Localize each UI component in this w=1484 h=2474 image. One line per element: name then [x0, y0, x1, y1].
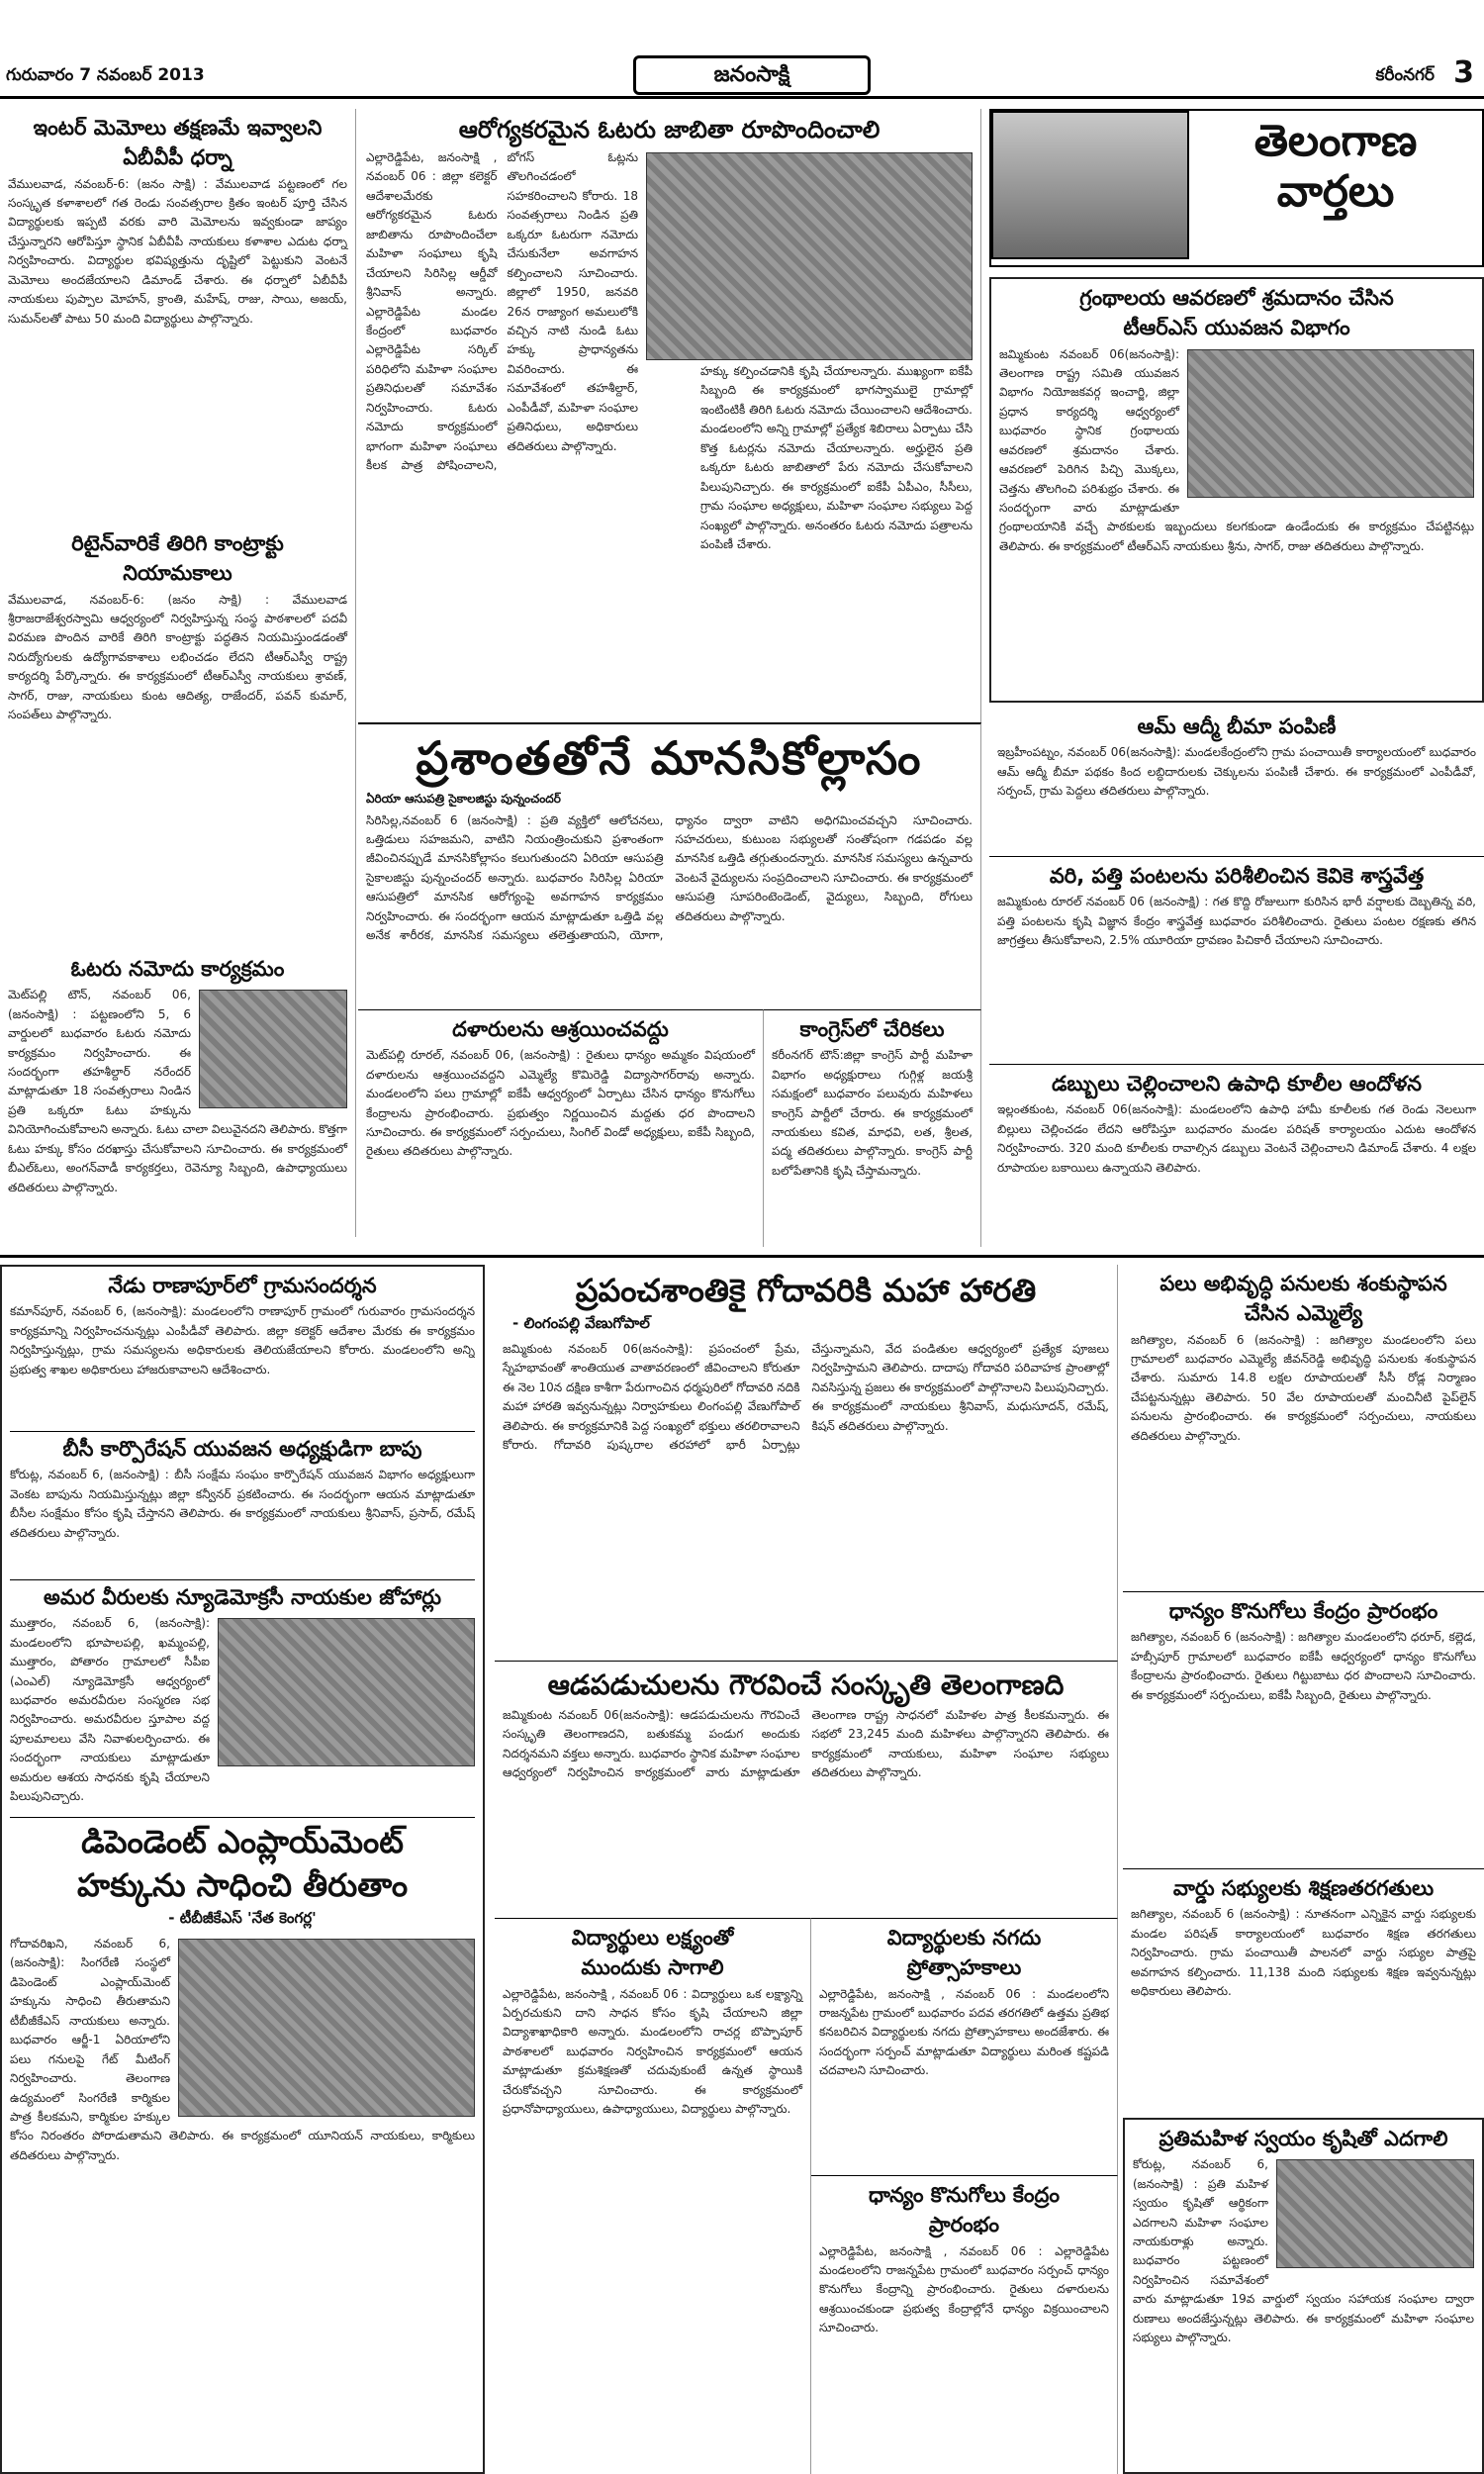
headline-line2: ఏబీవీపీ ధర్నా [123, 145, 232, 170]
news-photo [1187, 349, 1474, 498]
story-body: జమ్మికుంట నవంబర్ 06(జనంసాక్షి): తెలంగాణ రాష్ట్ర సమితి యువజన విభాగం నియోజకవర్గ ఇంచార్జి, జిల్లా ప్రధాన కార్యదర్శి ఆధ్వర్యంలో బుధవారం స్థానిక గ్రంథాలయ ఆవరణలో శ్రమదానం చేశారు. ఆవరణలో పెరిగిన పిచ్చి మొక్కలు, చెత్తను తొలగించి పరిశుభ్రం చేశారు. ఈ సందర్భంగా వారు మాట్లాడుతూ గ్రంథాలయానికి వచ్చే పాఠకులకు ఇబ్బందులు కలగకుండా ఉండేందుకు ఈ కార్యక్రమం చేపట్టినట్లు తెలిపారు. ఈ కార్యక్రమంలో టీఆర్‌ఎస్ నాయకులు శ్రీను, సాగర్, రాజు తదితరులు పాల్గొన్నారు. [999, 346, 1474, 553]
story-telangana-culture [495, 1661, 1118, 1918]
story-body: జగిత్యాల, నవంబర్ 6 (జనంసాక్షి) : నూతనంగా ఎన్నికైన వార్డు సభ్యులకు మండల పరిషత్ కార్యాలయంలో బుధవారం శిక్షణ తరగతులు నిర్వహించారు. గ్రామ పంచాయితీ పాలనలో వార్డు సభ్యుల పాత్రపై అవగాహన కల్పించారు. 11,138 మంది సభ్యులకు శిక్షణ ఇవ్వనున్నట్లు అధికారులు తెలిపారు. [1131, 1907, 1476, 1998]
news-photo [1276, 2159, 1474, 2268]
story-body: జగిత్యాల, నవంబర్ 6 (జనంసాక్షి) : జగిత్యాల మండలంలోని పలు గ్రామాలలో బుధవారం ఎమ్మెల్యే జీవన్‌రెడ్డి అభివృద్ధి పనులకు శంకుస్థాపన చేశారు. సుమారు 14.8 లక్షల రూపాయలతో సీసీ రోడ్ల నిర్మాణం చేపట్టనున్నట్లు తెలిపారు. 50 వేల రూపాయలతో మంచినీటి పైప్‌లైన్ పనులను ప్రారంభించారు. ఈ కార్యక్రమంలో సర్పంచులు, నాయకులు తదితరులు పాల్గొన్నారు. [1131, 1332, 1476, 1443]
story-body: వేములవాడ, నవంబర్-6: (జనం సాక్షి) : వేములవాడ శ్రీరాజరాజేశ్వరస్వామి ఆధ్వర్యంలో నిర్వహిస్తున్న సంస్థ పాఠశాలలో పదవీ విరమణ పొందిన వారికే తిరిగి కాంట్రాక్టు పద్ధతిన నియమిస్తుండడంతో నిరుద్యోగులకు ఉద్యోగావకాశాలు లభించడం లేదని టీఆర్‌ఎస్వీ రాష్ట్ర కార్యదర్శి పేర్కొన్నారు. ఈ కార్యక్రమంలో టీఆర్‌ఎస్వీ నాయకులు శ్రావణ్, సాగర్, రాజు, నాయకులు కుంట ఆదిత్య, రాజేందర్, పవన్ కుమార్, సంపత్‌లు పాల్గొన్నారు. [8, 592, 347, 722]
headline: ఆడపడుచులను గౌరవించే సంస్కృతి తెలంగాణది [547, 1668, 1065, 1701]
story-body-continued: హక్కు కల్పించడానికి కృషి చేయాలన్నారు. ముఖ్యంగా ఐకేపీ సిబ్బంది ఈ కార్యక్రమంలో భాగస్వాములై గ్రామాల్లో ఇంటింటికీ తిరిగి ఓటరు నమోదు చేయించాలని ఆదేశించారు. మండలంలోని అన్ని గ్రామాల్లో ప్రత్యేక శిబిరాలు ఏర్పాటు చేసి కొత్త ఓటర్లను నమోదు చేయాలన్నారు. అర్హులైన ప్రతి ఒక్కరూ ఓటరు జాబితాలో పేరు నమోదు చేసుకోవాలని పిలుపునిచ్చారు. ఈ కార్యక్రమంలో ఐకేపీ ఏపీఎం, సీసీలు, గ్రామ సంఘాల అధ్యక్షులు, మహిళా సంఘాల సభ్యులు పెద్ద సంఖ్యలో పాల్గొన్నారు. అనంతరం ఓటరు నమోదు పత్రాలను పంపిణీ చేశారు. [700, 364, 973, 551]
story-cash-incentives [811, 1918, 1118, 2175]
masthead-logo: జనంసాక్షి [633, 55, 871, 95]
story-body-part1: జమ్మికుంట నవంబర్ 06(జనంసాక్షి): ప్రపంచంలో ప్రేమ, స్నేహభావంతో శాంతియుత వాతావరణంలో జీవించాలని కోరుతూ ఈ నెల 10న దక్షిణ కాశీగా పేరుగాంచిన ధర్మపురిలో గోదావరి నదికి మహా హారతి ఇవ్వనున్నట్లు నిర్వాహకులు లింగంపల్లి వేణుగోపాల్ తెలిపారు. ఈ కార్యక్రమానికి పెద్ద సంఖ్యలో భక్తులు తరలిరావాలని కోరారు. గోదావరి పుష్కరాల తరహాలో భారీ ఏర్పాట్లు చేస్తున్నామని, వేద పండితుల ఆధ్వర్యంలో ప్రత్యేక పూజలు నిర్వహిస్తామని తెలిపారు. [503, 1342, 1109, 1453]
headline: విద్యార్థులకు నగదు [886, 1926, 1042, 1950]
headline: గ్రంథాలయ ఆవరణలో శ్రమదానం చేసిన [1079, 286, 1394, 310]
story-body: గోదావరిఖని, నవంబర్ 6, (జనంసాక్షి): సింగరేణి సంస్థలో డిపెండెంట్ ఎంప్లాయ్‌మెంట్ హక్కును సాధించి తీరుతామని టీబీజీకేఎస్ నాయకులు అన్నారు. బుధవారం ఆర్జీ-1 ఏరియాలోని పలు గనులపై గేట్ మీటింగ్ నిర్వహించారు. తెలంగాణ ఉద్యమంలో సింగరేణి కార్మికుల పాత్ర కీలకమని, కార్మికుల హక్కుల కోసం నిరంతరం పోరాడుతామని తెలిపారు. ఈ కార్యక్రమంలో యూనియన్ నాయకులు, కార్మికులు తదితరులు పాల్గొన్నారు. [10, 1937, 475, 2162]
story-women-self-help [1123, 2118, 1484, 2474]
subheadline: - లింగంపల్లి వేణుగోపాల్ [512, 1314, 650, 1332]
story-crop-inspection [989, 856, 1484, 1064]
story-paddy-centre [811, 2175, 1118, 2474]
subheadline: - టీబీజీకేఎస్ 'నేత కెంగర్ల' [168, 1909, 317, 1927]
headline: ధాన్యం కొనుగోలు కేంద్రం [868, 2183, 1061, 2207]
headline-line2: చేసిన ఎమ్మెల్యే [1244, 1301, 1363, 1326]
story-body: మెట్‌పల్లి రూరల్, నవంబర్ 06, (జనంసాక్షి) : రైతులు ధాన్యం అమ్మకం విషయంలో దళారులను ఆశ్రయించవద్దని ఎమ్మెల్యే కొమిరెడ్డి విద్యాసాగర్‌రావు అన్నారు. మండలంలోని పలు గ్రామాల్లో ఐకేపీ ఆధ్వర్యంలో ఏర్పాటు చేసిన ధాన్యం కొనుగోలు కేంద్రాలను ప్రారంభించారు. ప్రభుత్వం నిర్ణయించిన మద్దతు ధర పొందాలని సూచించారు. ఈ కార్యక్రమంలో సర్పంచులు, సింగిల్ విండో అధ్యక్షులు, ఐకేపీ సిబ్బంది, రైతులు తదితరులు పాల్గొన్నారు. [366, 1048, 755, 1159]
story-body: జగిత్యాల, నవంబర్ 6 (జనంసాక్షి) : జగిత్యాల మండలంలోని ధరూర్, కల్లెడ, హబ్సీపూర్ గ్రామాలలో బుధవారం ఐకేపీ ఆధ్వర్యంలో ధాన్యం కొనుగోలు కేంద్రాలను ప్రారంభించారు. రైతులు గిట్టుబాటు ధర పొందాలని సూచించారు. ఈ కార్యక్రమంలో సర్పంచులు, ఐకేపీ సిబ్బంది, రైతులు పాల్గొన్నారు. [1131, 1630, 1476, 1702]
banner-line2: వార్తలు [1276, 165, 1395, 217]
story-aam-admi-bima [989, 708, 1484, 856]
page-header [0, 0, 1484, 99]
story-body: మెట్‌పల్లి టౌన్, నవంబర్ 06, (జనంసాక్షి) : పట్టణంలోని 5, 6 వార్డులలో బుధవారం ఓటరు నమోదు కార్యక్రమం నిర్వహించారు. ఈ సందర్భంగా తహశీల్దార్ నరేందర్ మాట్లాడుతూ 18 సంవత్సరాలు నిండిన ప్రతి ఒక్కరూ ఓటు హక్కును వినియోగించుకోవాలని అన్నారు. ఓటు చాలా విలువైనదని తెలిపారు. కొత్తగా ఓటు హక్కు కోసం దరఖాస్తు చేసుకోవాలని సూచించారు. ఈ కార్యక్రమంలో బీఎల్‌ఓలు, అంగన్‌వాడీ కార్యకర్తలు, రెవెన్యూ సిబ్బంది, ఉపాధ్యాయులు తదితరులు పాల్గొన్నారు. [8, 988, 347, 1194]
story-students-goals [495, 1918, 811, 2474]
story-martyrs-tribute [10, 1579, 475, 1817]
headline: ఇంటర్ మెమోలు తక్షణమే ఇవ్వాలని [33, 116, 323, 140]
story-body: కమాన్‌పూర్, నవంబర్ 6, (జనంసాక్షి): మండలంలోని రాణాపూర్ గ్రామంలో గురువారం గ్రామసందర్శన కార్యక్రమాన్ని నిర్వహించనున్నట్లు ఎంపీడీవో తెలిపారు. జిల్లా కలెక్టర్ ఆదేశాల మేరకు ఈ కార్యక్రమం నిర్వహిస్తున్నట్లు, గ్రామ సమస్యలను అధికారులకు తెలియజేయాలని కోరారు. మండలంలోని అన్ని ప్రభుత్వ శాఖల అధికారులు హాజరుకావాలని ఆదేశించారు. [10, 1304, 475, 1377]
headline: ఆరోగ్యకరమైన ఓటరు జాబితా రూపొందించాలి [458, 116, 881, 143]
news-photo [199, 990, 347, 1108]
big-headline: ప్రశాంతతోనే మానసికోల్లాసం [416, 731, 923, 785]
story-godavari-harati [495, 1265, 1118, 1661]
story-body: కరీంనగర్ టౌన్:జిల్లా కాంగ్రెస్ పార్టీ మహిళా విభాగం అధ్యక్షురాలు గుగ్గిళ్ల జయశ్రీ సమక్షంలో బుధవారం పలువురు మహిళలు కాంగ్రెస్ పార్టీలో చేరారు. ఈ కార్యక్రమంలో నాయకులు కవిత, మాధవి, లత, శ్రీలత, పద్మ తదితరులు పాల్గొన్నారు. కాంగ్రెస్ పార్టీ బలోపేతానికి కృషి చేస్తామన్నారు. [772, 1048, 973, 1178]
headline: అమర వీరులకు న్యూడెమోక్రసీ నాయకుల జోహార్లు [44, 1585, 441, 1609]
story-inter-memos [0, 109, 356, 524]
headline: ధాన్యం కొనుగోలు కేంద్రం ప్రారంభం [1168, 1599, 1438, 1623]
story-body: వేములవాడ, నవంబర్-6: (జనం సాక్షి) : వేములవాడ పట్టణంలో గల సంస్కృత కళాశాలలో గత రెండు సంవత్సరాల క్రితం ఇంటర్ పూర్తి చేసిన విద్యార్థులకు ఇప్పటి వరకు వారి మెమోలను ఇవ్వకుండా జాప్యం చేస్తున్నారని ఆరోపిస్తూ స్థానిక ఏబీవీపీ నాయకులు కళాశాల ఎదుట ధర్నా నిర్వహించారు. విద్యార్థుల భవిష్యత్తును దృష్టిలో పెట్టుకుని వెంటనే మెమోలు అందజేయాలని డిమాండ్ చేశారు. ఈ ధర్నాలో ఏబీవీపీ నాయకులు పుప్పాల మోహన్, క్రాంతి, మహేష్, రాజు, సాయి, అజయ్, సుమన్‌లతో పాటు 50 మంది విద్యార్థులు పాల్గొన్నారు. [8, 176, 347, 326]
story-body: ఇబ్రహీంపట్నం, నవంబర్ 06(జనంసాక్షి): మండలకేంద్రంలోని గ్రామ పంచాయితీ కార్యాలయంలో బుధవారం ఆమ్ ఆద్మీ బీమా పథకం కింద లబ్ధిదారులకు చెక్కులను పంపిణీ చేశారు. ఈ కార్యక్రమంలో ఎంపీడీవో, సర్పంచ్, గ్రామ పెద్దలు తదితరులు పాల్గొన్నారు. [997, 745, 1476, 799]
headline: దళారులను ఆశ్రయించవద్దు [452, 1017, 669, 1041]
story-nrega-protest [989, 1064, 1484, 1247]
story-bc-corporation [10, 1431, 475, 1579]
story-contract-appointments [0, 524, 356, 950]
story-body: ముత్తారం, నవంబర్ 6, (జనంసాక్షి): మండలంలోని భూపాలపల్లి, ఖమ్మంపల్లి, ముత్తారం, పోతారం గ్రామాలలో సీపీఐ (ఎంఎల్) న్యూడెమోక్రసీ ఆధ్వర్యంలో బుధవారం అమరవీరుల సంస్మరణ సభ నిర్వహించారు. అమరవీరుల స్తూపాల వద్ద పూలమాలలు వేసి నివాళులర్పించారు. ఈ సందర్భంగా నాయకులు మాట్లాడుతూ అమరుల ఆశయ సాధనకు కృషి చేయాలని పిలుపునిచ్చారు. [10, 1616, 210, 1804]
headline-line2: టీఆర్‌ఎస్ యువజన విభాగం [1123, 316, 1350, 340]
fort-photo [991, 111, 1189, 259]
headline-line2: నియామకాలు [123, 561, 232, 586]
bottom-left-panel [0, 1265, 485, 2474]
story-voter-enrollment [0, 950, 356, 1237]
story-body: ఇల్లంతకుంట, నవంబర్ 06(జనంసాక్షి): మండలంలోని ఉపాధి హామీ కూలీలకు గత రెండు నెలలుగా బిల్లులు చెల్లించడం లేదని ఆరోపిస్తూ బుధవారం మండల పరిషత్ కార్యాలయం ఎదుట ఆందోళన నిర్వహించారు. 320 మంది కూలీలకు రావాల్సిన డబ్బులు వెంటనే చెల్లించాలని డిమాండ్ చేశారు. 4 లక్షల రూపాయల బకాయిలు ఉన్నాయని తెలిపారు. [997, 1102, 1476, 1175]
meeting-photo [646, 152, 973, 360]
story-body-part2: సహచరులు, కుటుంబ సభ్యులతో సంతోషంగా గడపడం వల్ల మానసిక ఒత్తిడి తగ్గుతుందన్నారు. మానసిక సమస్యలు ఉన్నవారు వెంటనే వైద్యులను సంప్రదించాలని సూచించారు. ఈ కార్యక్రమంలో ఆసుపత్రి సూపరింటెండెంట్, వైద్యులు, సిబ్బంది, రోగులు తదితరులు పాల్గొన్నారు. [675, 831, 973, 923]
section-divider [0, 1255, 1484, 1258]
story-body: ఎల్లారెడ్డిపేట, జనంసాక్షి , నవంబర్ 06 : విద్యార్థులు ఒక లక్ష్యాన్ని ఏర్పరచుకుని దాని సాధన కోసం కృషి చేయాలని జిల్లా విద్యాశాఖాధికారి అన్నారు. మండలంలోని రాచర్ల బొప్పాపూర్ పాఠశాలలో బుధవారం నిర్వహించిన కార్యక్రమంలో ఆయన మాట్లాడుతూ క్రమశిక్షణతో చదువుకుంటే ఉన్నత స్థాయికి చేరుకోవచ్చని సూచించారు. ఈ కార్యక్రమంలో ప్రధానోపాధ్యాయులు, ఉపాధ్యాయులు, విద్యార్థులు పాల్గొన్నారు. [503, 1986, 802, 2117]
headline-line2: ప్రారంభం [928, 2213, 1000, 2237]
story-avoid-middlemen [358, 1009, 764, 1247]
story-dependent-employment [10, 1817, 475, 2450]
headline-line2: ముందుకు సాగాలి [581, 1955, 724, 1980]
story-mla-foundation [1123, 1265, 1484, 1591]
story-body: జమ్మికుంట రూరల్ నవంబర్ 06 (జనంసాక్షి) : గత కొద్ది రోజులుగా కురిసిన భారీ వర్షాలకు దెబ్బతిన్న వరి, పత్తి పంటలను కృషి విజ్ఞాన కేంద్రం శాస్త్రవేత్త బుధవారం పరిశీలించారు. రైతులు పంటల రక్షణకు తగిన జాగ్రత్తలు తీసుకోవాలని, 2.5% యూరియా ద్రావణం పిచికారీ చేయాలని సూచించారు. [997, 895, 1476, 948]
headline: బీసీ కార్పొరేషన్ యువజన అధ్యక్షుడిగా బాపు [62, 1437, 422, 1461]
story-congress-joinings [764, 1009, 981, 1247]
headline: ఓటరు నమోదు కార్యక్రమం [70, 957, 285, 981]
headline: వార్డు సభ్యులకు శిక్షణతరగతులు [1172, 1876, 1435, 1900]
story-library-shramadanam [989, 277, 1484, 703]
story-body: ఎల్లారెడ్డిపేట, జనంసాక్షి , నవంబర్ 06 : ఎల్లారెడ్డిపేట మండలంలోని రాజన్నపేట గ్రామంలో బుధవారం సర్పంచ్ ధాన్యం కొనుగోలు కేంద్రాన్ని ప్రారంభించారు. రైతులు దళారులను ఆశ్రయించకుండా ప్రభుత్వ కేంద్రాల్లోనే ధాన్యం విక్రయించాలని సూచించారు. [819, 2243, 1109, 2335]
story-body-part2: దాదాపు గోదావరి పరివాహక ప్రాంతాల్లో నివసిస్తున్న ప్రజలు ఈ కార్యక్రమంలో పాల్గొనాలని పిలుపునిచ్చారు. ఈ కార్యక్రమంలో నాయకులు శ్రీనివాస్, మధుసూదన్, రమేష్, కిషన్ తదితరులు పాల్గొన్నారు. [811, 1361, 1109, 1433]
headline: రిటైన్‌వారికే తిరిగి కాంట్రాక్టు [71, 531, 284, 555]
story-body: ఎల్లారెడ్డిపేట, జనంసాక్షి , నవంబర్ 06 : మండలంలోని రాజన్నపేట గ్రామంలో బుధవారం పదవ తరగతిలో ఉత్తమ ప్రతిభ కనబరిచిన విద్యార్థులకు నగదు ప్రోత్సాహకాలు అందజేశారు. ఈ సందర్భంగా సర్పంచ్ మాట్లాడుతూ విద్యార్థులు మరింత కష్టపడి చదవాలని సూచించారు. [819, 1986, 1109, 2078]
edition-city: కరీంనగర్ [1375, 65, 1435, 85]
headline: ఆమ్ ఆద్మీ బీమా పంపిణీ [1137, 714, 1337, 738]
story-mental-peace [358, 722, 981, 1009]
story-voter-list-continued [693, 356, 981, 722]
story-body: కోరుట్ల, నవంబర్ 6, (జనంసాక్షి) : ప్రతి మహిళ స్వయం కృషితో ఆర్థికంగా ఎదగాలని మహిళా సంఘాల నాయకురాళ్లు అన్నారు. బుధవారం పట్టణంలో నిర్వహించిన సమావేశంలో వారు మాట్లాడుతూ 19వ వార్డులో స్వయం సహాయక సంఘాల ద్వారా రుణాలు అందజేస్తున్నట్లు తెలిపారు. ఈ కార్యక్రమంలో మహిళా సంఘాల సభ్యులు పాల్గొన్నారు. [1133, 2157, 1474, 2345]
headline: ప్రపంచశాంతికై గోదావరికి మహా హారతి [575, 1272, 1037, 1309]
headline: పలు అభివృద్ధి పనులకు శంకుస్థాపన [1159, 1272, 1447, 1295]
telangana-news-banner [989, 109, 1484, 267]
headline-line2: ప్రోత్సాహకాలు [906, 1955, 1022, 1980]
news-photo [218, 1618, 475, 1766]
headline: డబ్బులు చెల్లించాలని ఉపాధి కూలీల ఆందోళన [1051, 1072, 1423, 1095]
banner-line1: తెలంగాణ [1253, 116, 1418, 166]
headline: వరి, పత్తి పంటలను పరిశీలించిన కెవికె శాస్త్రవేత్త [1049, 864, 1425, 888]
headline: నేడు రాణాపూర్‌లో గ్రామసందర్శన [108, 1274, 377, 1297]
headline-line2: హక్కును సాధించి తీరుతాం [76, 1866, 409, 1904]
news-photo [178, 1939, 475, 2117]
story-body-part1: సిరిసిల్ల,నవంబర్ 6 (జనంసాక్షి) : ప్రతి వ్యక్తిలో ఆలోచనలు, ఒత్తిడులు సహజమని, వాటిని నియంత్రించుకుని ప్రశాంతంగా జీవించినప్పుడే మానసికోల్లాసం కలుగుతుందని ఏరియా ఆసుపత్రి సైకాలజిస్టు పున్నంచందర్ అన్నారు. బుధవారం సిరిసిల్ల ఏరియా ఆసుపత్రిలో మానసిక ఆరోగ్యంపై అవగాహన కార్యక్రమం నిర్వహించారు. ఈ సందర్భంగా ఆయన మాట్లాడుతూ ఒత్తిడి వల్ల అనేక శారీరక, మానసిక సమస్యలు తలెత్తుతాయని, యోగా, ధ్యానం ద్వారా వాటిని అధిగమించవచ్చని సూచించారు. [366, 812, 973, 943]
headline: విద్యార్థులు లక్ష్యంతో [571, 1926, 734, 1950]
story-body: కోరుట్ల, నవంబర్ 6, (జనంసాక్షి) : బీసీ సంక్షేమ సంఘం కార్పొరేషన్ యువజన విభాగం అధ్యక్షులుగా వెంకట బాపును నియమిస్తున్నట్లు జిల్లా కన్వీనర్ ప్రకటించారు. ఈ సందర్భంగా ఆయన మాట్లాడుతూ బీసీల సంక్షేమం కోసం కృషి చేస్తానని తెలిపారు. ఈ కార్యక్రమంలో నాయకులు శ్రీనివాస్, ప్రసాద్, రమేష్ తదితరులు పాల్గొన్నారు. [10, 1468, 475, 1540]
issue-date: గురువారం 7 నవంబర్ 2013 [6, 65, 205, 85]
headline: డిపెండెంట్ ఎంప్లాయ్‌మెంట్ [81, 1823, 404, 1860]
byline: ఏరియా ఆసుపత్రి సైకాలజిస్టు పున్నంచందర్ [366, 791, 561, 806]
story-ward-training [1123, 1868, 1484, 2116]
headline: ప్రతిమహిళ స్వయం కృషితో ఎదగాలి [1159, 2127, 1448, 2150]
story-body: జమ్మికుంట నవంబర్ 06(జనంసాక్షి): ఆడపడుచులను గౌరవించే సంస్కృతి తెలంగాణదని, బతుకమ్మ పండుగ అందుకు నిదర్శనమని వక్తలు అన్నారు. బుధవారం స్థానిక మహిళా సంఘాల ఆధ్వర్యంలో నిర్వహించిన కార్యక్రమంలో వారు మాట్లాడుతూ తెలంగాణ రాష్ట్ర సాధనలో మహిళల పాత్ర కీలకమన్నారు. ఈ సభలో 23,245 మంది మహిళలు పాల్గొన్నారని తెలిపారు. ఈ కార్యక్రమంలో నాయకులు, మహిళా సంఘాల సభ్యులు తదితరులు పాల్గొన్నారు. [503, 1708, 1109, 1780]
story-paddy-purchase [1123, 1591, 1484, 1868]
story-body: ఎల్లారెడ్డిపేట, జనంసాక్షి , నవంబర్ 06 : జిల్లా కలెక్టర్ ఆదేశాలమేరకు ఆరోగ్యకరమైన ఓటరు జాబితాను రూపొందించేలా మహిళా సంఘాలు కృషి చేయాలని సిరిసిల్ల ఆర్డీవో శ్రీనివాస్ అన్నారు. ఎల్లారెడ్డిపేట మండల కేంద్రంలో బుధవారం ఎల్లారెడ్డిపేట సర్కిల్ పరిధిలోని మహిళా సంఘాల ప్రతినిధులతో సమావేశం నిర్వహించారు. ఓటరు నమోదు కార్యక్రమంలో భాగంగా మహిళా సంఘాలు కీలక పాత్ర పోషించాలని, బోగస్ ఓట్లను తొలగించడంలో సహకరించాలని కోరారు. 18 సంవత్సరాలు నిండిన ప్రతి ఒక్కరూ ఓటరుగా నమోదు చేసుకునేలా అవగాహన కల్పించాలని సూచించారు. జిల్లాలో 1950, జనవరి 26న రాజ్యాంగ అమలులోకి వచ్చిన నాటి నుండి ఓటు హక్కు ప్రాధాన్యతను వివరించారు. ఈ సమావేశంలో తహశీల్దార్, ఎంపీడీవో, మహిళా సంఘాల ప్రతినిధులు, అధికారులు తదితరులు పాల్గొన్నారు. [366, 150, 638, 472]
story-ranapur-visit [10, 1273, 475, 1431]
page-number: 3 [1453, 55, 1474, 90]
headline: కాంగ్రెస్‌లో చేరికలు [799, 1017, 945, 1041]
